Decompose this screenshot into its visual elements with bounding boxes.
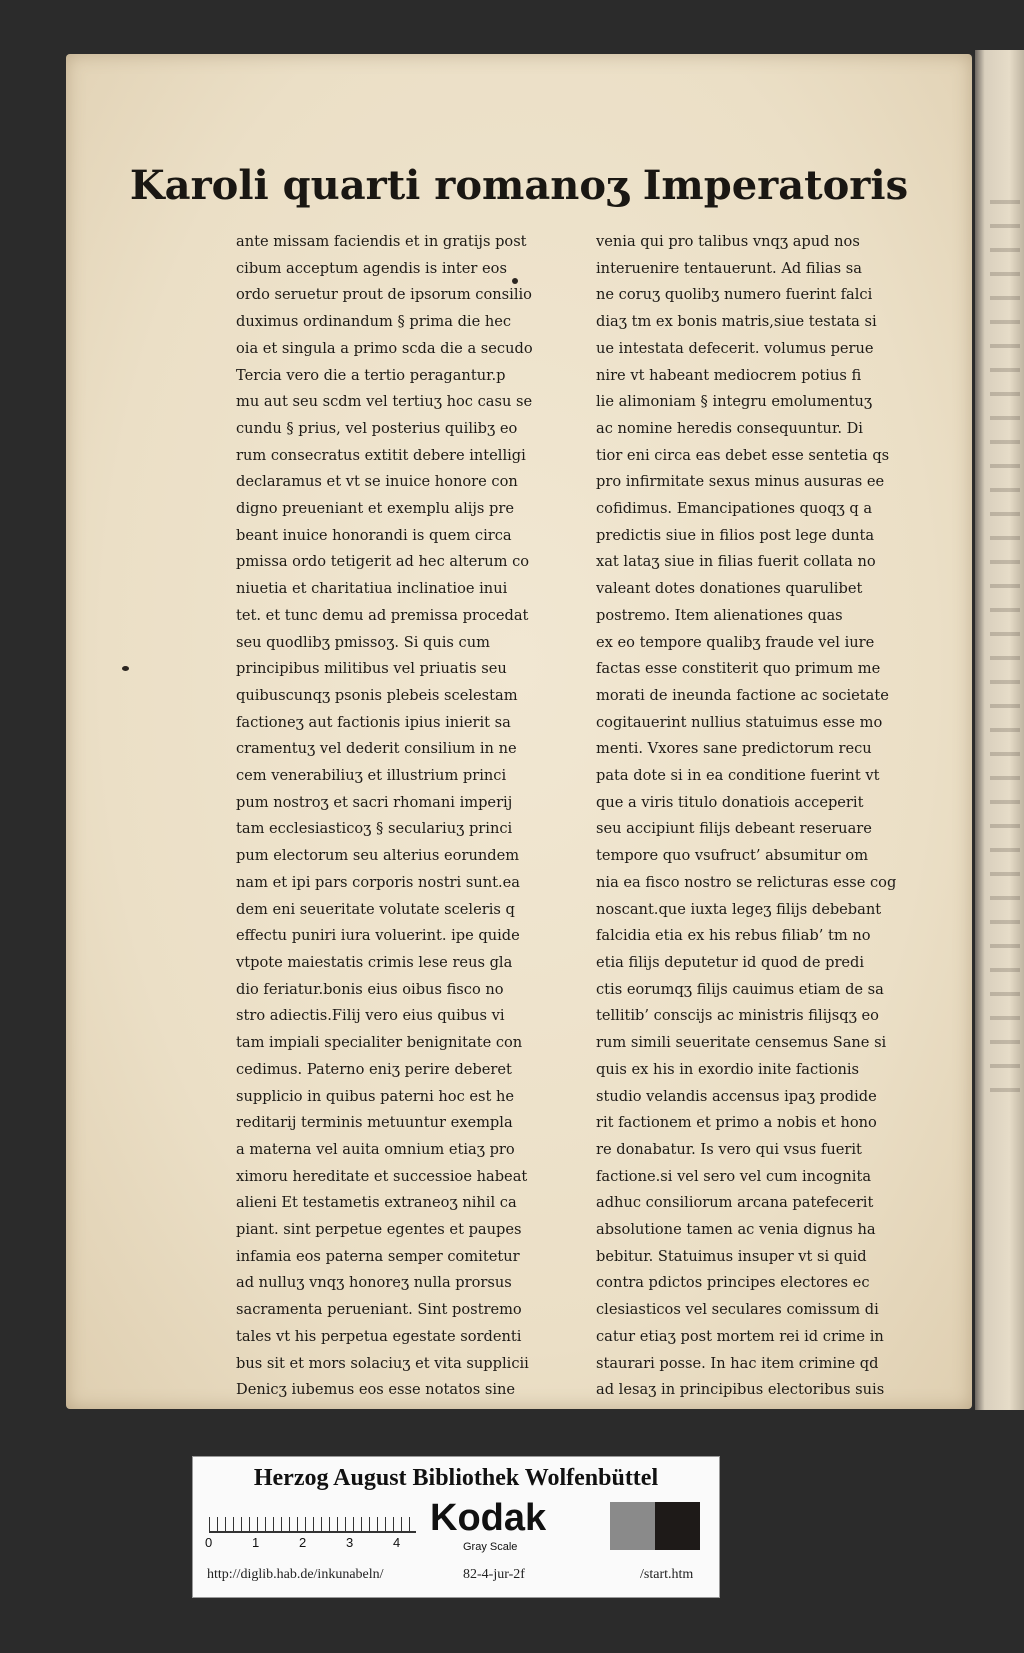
gray-patch-dark	[655, 1502, 700, 1550]
facing-page-text-fragment	[990, 200, 1020, 1100]
text-line: principibus militibus vel priuatis seu	[236, 660, 507, 678]
text-line: pum nostroʒ et sacri rhomani imperij	[236, 793, 513, 811]
text-line: tior eni circa eas debet esse sentetia qs	[596, 446, 890, 464]
shelfmark: 82-4-jur-2f	[463, 1567, 525, 1582]
text-line: Tercia vero die a tertio peragantur.p	[236, 366, 506, 384]
text-line: cem venerabiliuʒ et illustrium princi	[236, 767, 507, 785]
text-line: catur etiaʒ post mortem rei id crime in	[596, 1327, 884, 1345]
text-line: beant inuice honorandi is quem circa	[236, 526, 512, 544]
text-line: cundu § prius, vel posterius quilibʒ eo	[236, 419, 518, 437]
text-line: postremo. Item alienationes quas	[596, 606, 843, 624]
text-line: ad lesaʒ in principibus electoribus suis	[596, 1381, 885, 1399]
text-line: rit factionem et primo a nobis et hono	[596, 1114, 877, 1132]
text-line: cramentuʒ vel dederit consilium in ne	[236, 740, 517, 758]
text-line: infamia eos paterna semper comitetur	[236, 1247, 520, 1265]
start-link[interactable]: /start.htm	[640, 1567, 694, 1582]
text-line: bus sit et mors solaciuʒ et vita supplicii	[236, 1354, 529, 1372]
text-line: falcidia etia ex his rebus filiab’ tm no	[596, 927, 871, 945]
text-line: bebitur. Statuimus insuper vt si quid	[596, 1247, 867, 1265]
text-line: ue intestata defecerit. volumus perue	[596, 339, 874, 357]
text-line: oia et singula a primo scda die a secudo	[236, 339, 533, 357]
text-line: interuenire tentauerunt. Ad filias sa	[596, 259, 862, 277]
color-target-card	[192, 1456, 720, 1598]
running-head: Karoli quarti romanoʒ Imperatoris	[129, 162, 909, 209]
margin-mark	[122, 666, 129, 671]
text-line: ac nomine heredis consequuntur. Di	[596, 419, 863, 437]
text-line: tam ecclesiasticoʒ § seculariuʒ princi	[236, 820, 513, 838]
text-line: venia qui pro talibus vnqʒ apud nos	[596, 233, 860, 250]
text-line: Denicʒ iubemus eos esse notatos sine	[236, 1381, 516, 1399]
text-line: etia filijs deputetur id quod de predi	[596, 953, 865, 971]
text-line: rum consecratus extitit debere intelligi	[236, 446, 526, 464]
text-line: ordo seruetur prout de ipsorum consilio	[236, 286, 532, 304]
text-line: quibuscunqʒ psonis plebeis scelestam	[236, 686, 518, 704]
text-line: cofidimus. Emancipationes quoqʒ q a	[596, 500, 873, 518]
right-text-column	[596, 229, 926, 1404]
margin-mark	[512, 278, 518, 284]
text-line: ex eo tempore qualibʒ fraude vel iure	[596, 633, 875, 651]
text-line: digno preueniant et exemplu alijs pre	[236, 500, 515, 518]
text-line: alieni Et testametis extraneoʒ nihil ca	[236, 1194, 517, 1212]
text-line: dio feriatur.bonis eius oibus fisco no	[236, 980, 504, 998]
text-line: predictis siue in filios post lege dunta	[596, 526, 875, 544]
text-line: xat lataʒ siue in filias fuerit collata no	[596, 553, 876, 571]
text-line: ctis eorumqʒ filijs cauimus etiam de sa	[596, 980, 884, 998]
ruler-number: 3	[346, 1535, 354, 1550]
text-line: ne coruʒ quolibʒ numero fuerint falci	[596, 286, 873, 304]
text-line: cibum acceptum agendis is inter eos	[236, 259, 507, 277]
text-line: stro adiectis.Filij vero eius quibus vi	[236, 1007, 505, 1025]
text-line: cogitauerint nullius statuimus esse mo	[596, 713, 883, 731]
text-line: niuetia et charitatiua inclinatioe inui	[236, 580, 508, 598]
text-line: tales vt his perpetua egestate sordenti	[236, 1327, 522, 1345]
text-line: absolutione tamen ac venia dignus ha	[596, 1221, 876, 1239]
ruler-number: 4	[393, 1535, 401, 1550]
text-line: vtpote maiestatis crimis lese reus gla	[236, 953, 513, 971]
text-line: nia ea fisco nostro se relicturas esse cog	[596, 873, 897, 891]
text-line: piant. sint perpetue egentes et paupes	[236, 1221, 522, 1239]
text-line: supplicio in quibus paterni hoc est he	[236, 1087, 515, 1105]
ruler-number: 1	[252, 1535, 260, 1550]
text-line: seu accipiunt filijs debeant reseruare	[596, 820, 872, 838]
text-line: valeant dotes donationes quarulibet	[596, 580, 863, 598]
text-line: factione.si vel sero vel cum incognita	[596, 1167, 872, 1185]
text-line: declaramus et vt se inuice honore con	[236, 473, 518, 491]
text-line: factas esse constiterit quo primum me	[596, 660, 881, 678]
text-line: mu aut seu scdm vel tertiuʒ hoc casu se	[236, 393, 533, 411]
gray-patch-mid	[610, 1502, 655, 1550]
text-line: staurari posse. In hac item crimine qd	[596, 1354, 879, 1372]
scale-ruler	[209, 1505, 416, 1533]
text-line: dem eni seueritate volutate sceleris q	[236, 900, 515, 918]
text-line: re donabatur. Is vero qui vsus fuerit	[596, 1140, 862, 1158]
text-line: pmissa ordo tetigerit ad hec alterum co	[236, 553, 530, 571]
text-line: que a viris titulo donatiois acceperit	[596, 793, 864, 811]
text-line: nire vt habeant mediocrem potius fi	[596, 366, 862, 384]
text-line: quis ex his in exordio inite factionis	[596, 1060, 860, 1078]
text-line: lie alimoniam § integru emolumentuʒ	[596, 393, 873, 411]
library-title: Herzog August Bibliothek Wolfenbüttel	[253, 1465, 659, 1491]
text-line: ximoru hereditate et successioe habeat	[236, 1167, 528, 1185]
text-line: ad nulluʒ vnqʒ honoreʒ nulla prorsus	[236, 1274, 512, 1292]
text-line: menti. Vxores sane predictorum recu	[596, 740, 872, 758]
text-line: adhuc consiliorum arcana patefecerit	[596, 1194, 874, 1212]
text-line: effectu puniri iura voluerint. ipe quide	[236, 927, 520, 945]
text-line: a materna vel auita omnium etiaʒ pro	[236, 1140, 515, 1158]
gray-scale-label: Gray Scale	[463, 1541, 518, 1553]
text-line: clesiasticos vel seculares comissum di	[596, 1301, 879, 1319]
text-line: tellitib’ conscijs ac ministris filijsqʒ eo	[596, 1007, 879, 1025]
text-line: morati de ineunda factione ac societate	[596, 686, 889, 704]
ruler-number: 2	[299, 1535, 307, 1550]
text-line: rum simili seueritate censemus Sane si	[596, 1034, 887, 1052]
left-text-column	[236, 229, 566, 1404]
text-line: pum electorum seu alterius eorundem	[236, 847, 520, 865]
text-line: ante missam faciendis et in gratijs post	[236, 233, 527, 250]
text-line: pata dote si in ea conditione fuerint vt	[596, 767, 880, 785]
kodak-logo: Kodak	[430, 1497, 547, 1539]
text-line: tempore quo vsufruct’ absumitur om	[596, 847, 869, 865]
ruler-number: 0	[205, 1535, 213, 1550]
text-line: sacramenta perueniant. Sint postremo	[236, 1301, 522, 1319]
text-line: noscant.que iuxta legeʒ filijs debebant	[596, 900, 882, 918]
text-line: tam impiali specialiter benignitate con	[236, 1034, 523, 1052]
text-line: nam et ipi pars corporis nostri sunt.ea	[236, 873, 520, 891]
text-line: studio velandis accensus ipaʒ prodide	[596, 1087, 877, 1105]
text-line: reditarij terminis metuuntur exempla	[236, 1114, 513, 1132]
text-line: duximus ordinandum § prima die hec	[236, 313, 512, 331]
text-line: tet. et tunc demu ad premissa procedat	[236, 606, 529, 624]
text-line: cedimus. Paterno eniʒ perire deberet	[236, 1060, 512, 1078]
source-url[interactable]: http://diglib.hab.de/inkunabeln/	[207, 1567, 384, 1582]
text-line: factioneʒ aut factionis ipius inierit sa	[236, 713, 511, 731]
text-line: pro infirmitate sexus minus ausuras ee	[596, 473, 885, 491]
text-line: diaʒ tm ex bonis matris,siue testata si	[596, 313, 877, 331]
text-line: contra pdictos principes electores ec	[596, 1274, 870, 1292]
text-line: seu quodlibʒ pmissoʒ. Si quis cum	[236, 633, 490, 651]
incunabulum-page	[66, 54, 972, 1409]
